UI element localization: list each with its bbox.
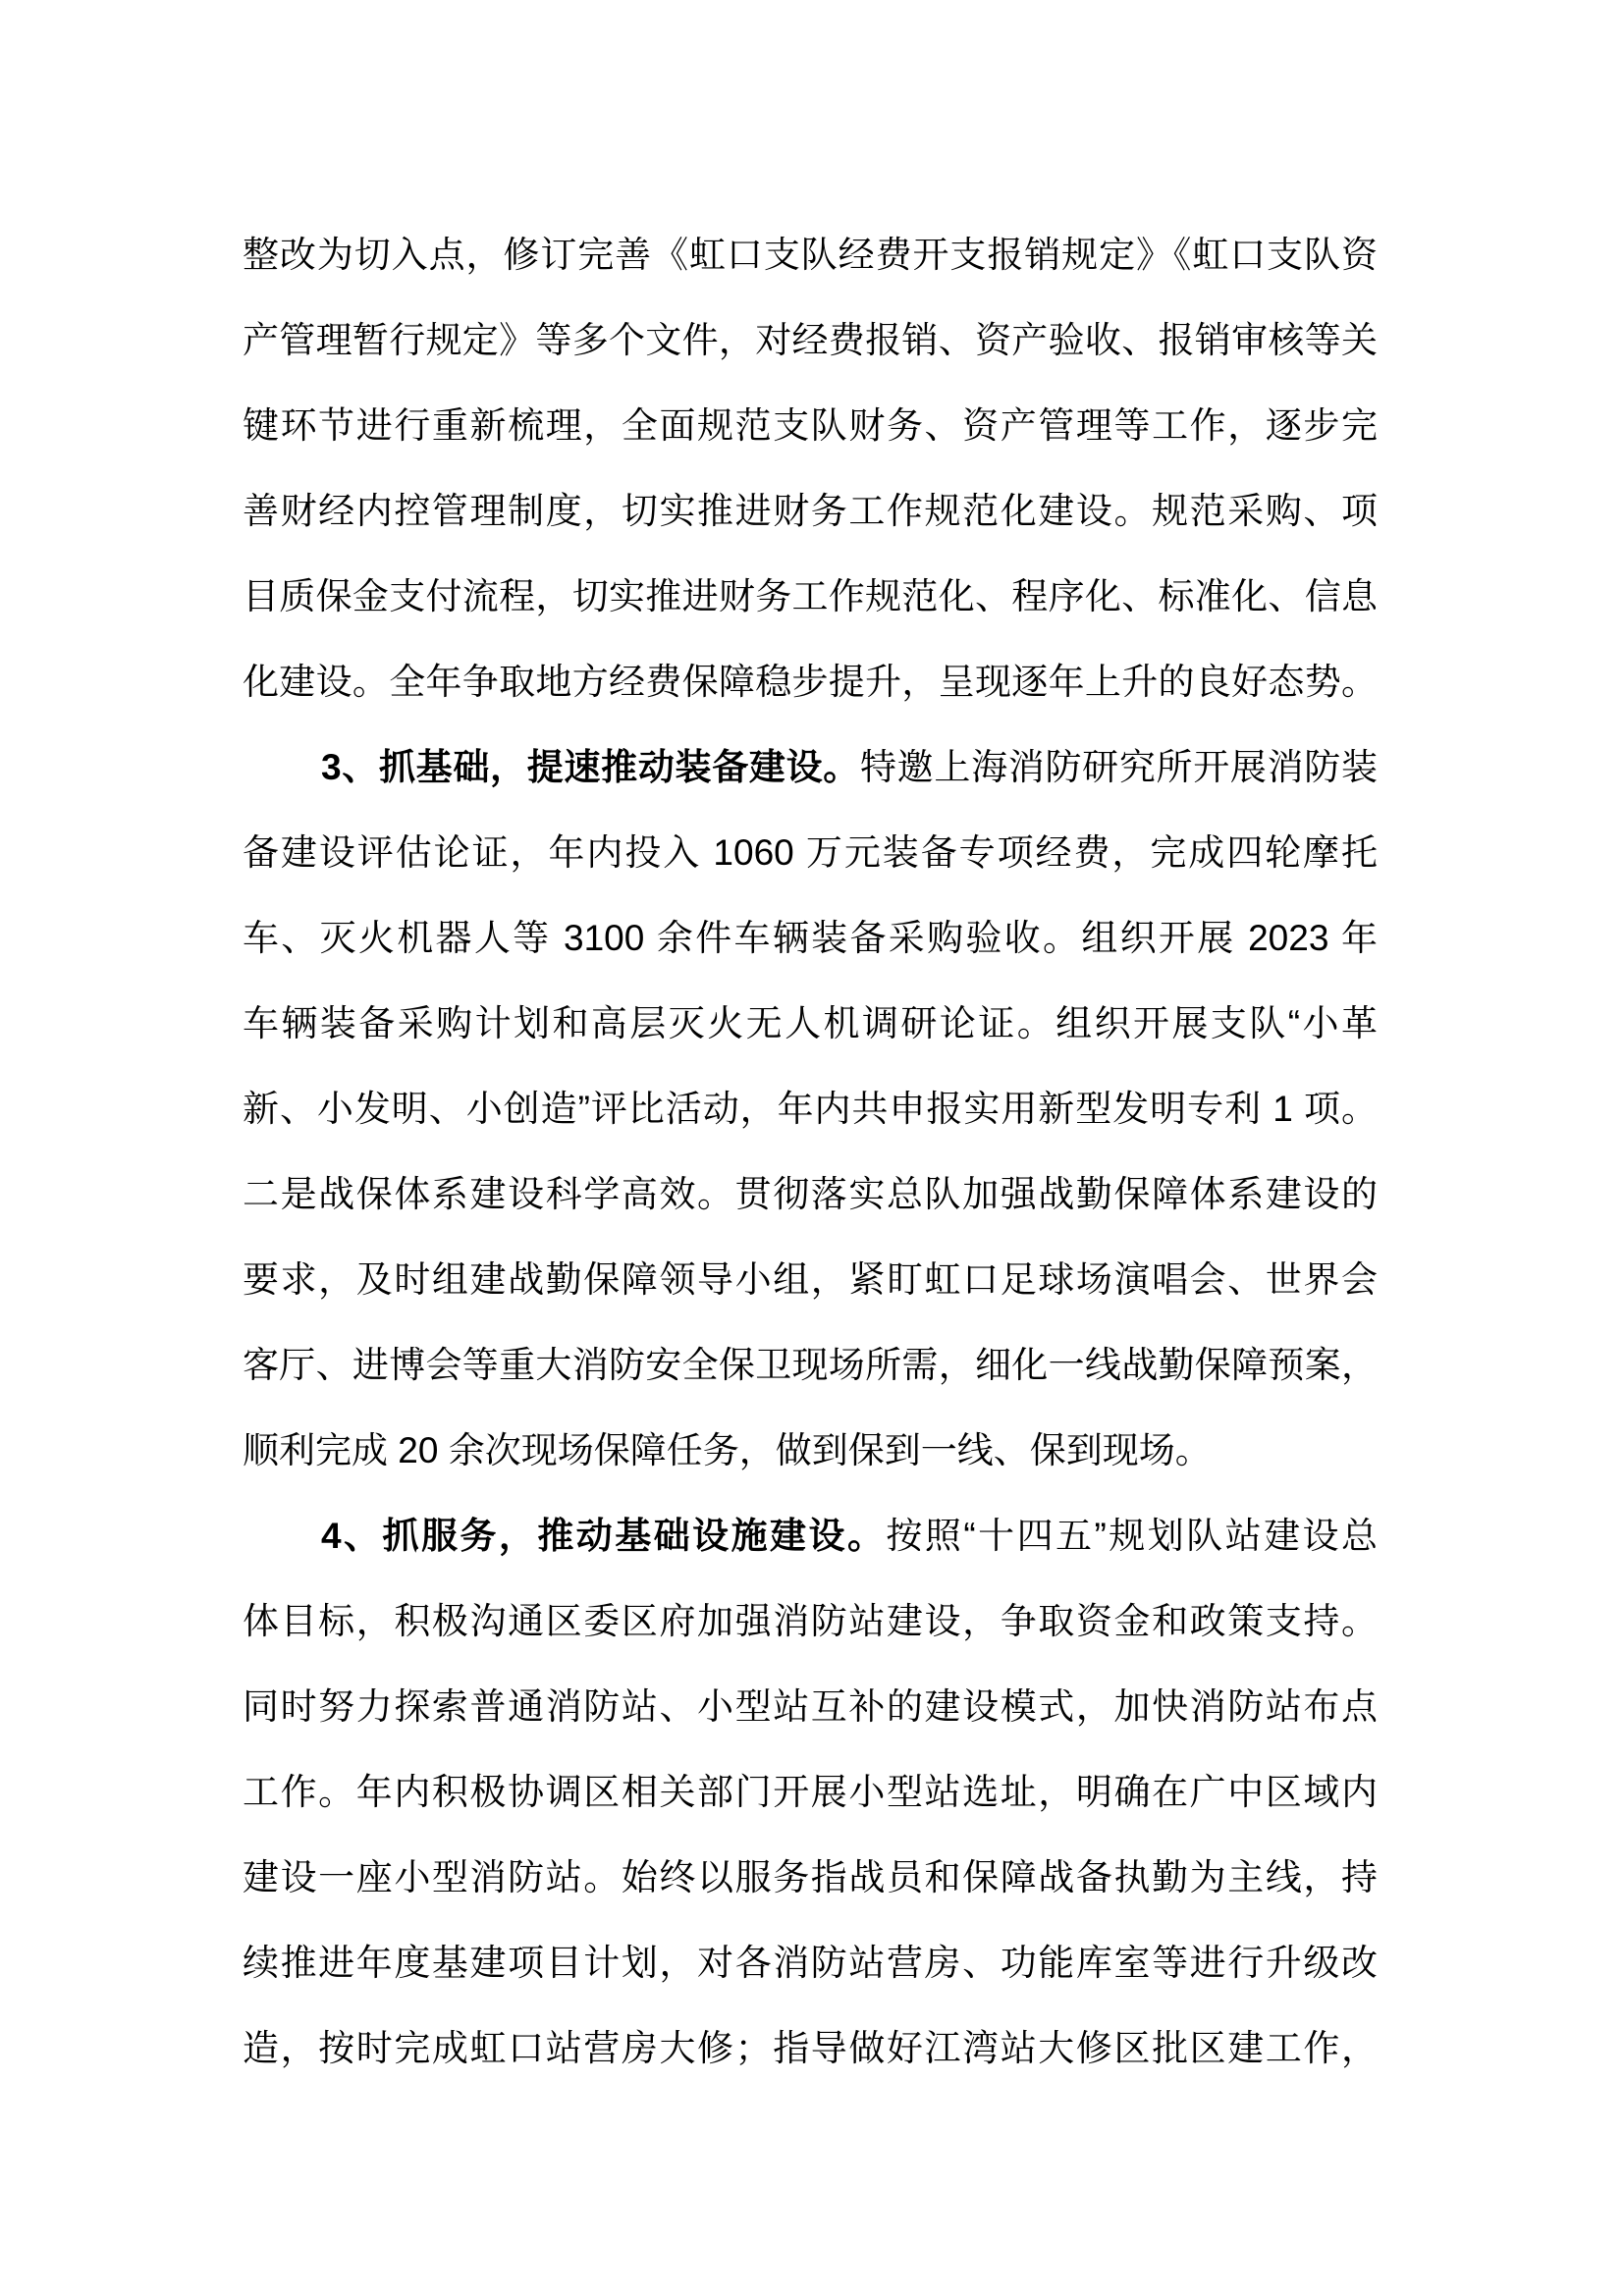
body-text: 特邀上海消防研究所开展消防装 — [859, 747, 1379, 787]
body-text: 键环节进行重新梳理，全面规范支队财务、资产管理等工作，逐步完 — [243, 405, 1378, 446]
text-line — [243, 297, 1378, 383]
body-text: 新、小发明、小创造”评比活动，年内共申报实用新型发明专利 1 项。 — [243, 1089, 1378, 1129]
text-line — [243, 1322, 1378, 1408]
text-line — [243, 1493, 1378, 1578]
body-text: 二是战保体系建设科学高效。贯彻落实总队加强战勤保障体系建设的 — [243, 1174, 1378, 1214]
text-line — [243, 1920, 1378, 2005]
body-text: 备建设评估论证，年内投入 1060 万元装备专项经费，完成四轮摩托 — [243, 832, 1378, 873]
text-line — [243, 383, 1378, 468]
body-text: 顺利完成 20 余次现场保障任务，做到保到一线、保到现场。 — [243, 1430, 1212, 1470]
document-body — [243, 212, 1378, 2091]
text-line — [243, 1408, 1378, 1493]
text-line — [243, 724, 1378, 810]
text-line — [243, 1066, 1378, 1151]
body-text: 同时努力探索普通消防站、小型站互补的建设模式，加快消防站布点 — [243, 1686, 1378, 1727]
section-heading: 4、抓服务，推动基础设施建设。 — [321, 1516, 887, 1556]
text-line — [243, 981, 1378, 1066]
text-line — [243, 1749, 1378, 1835]
text-line — [243, 1578, 1378, 1664]
text-line — [243, 1151, 1378, 1237]
body-text: 续推进年度基建项目计划，对各消防站营房、功能库室等进行升级改 — [243, 1943, 1378, 1983]
text-line — [243, 468, 1378, 554]
text-line — [243, 639, 1378, 724]
text-line — [243, 1664, 1378, 1749]
body-text: 车、灭火机器人等 3100 余件车辆装备采购验收。组织开展 2023 年 — [243, 918, 1378, 958]
body-text: 要求，及时组建战勤保障领导小组，紧盯虹口足球场演唱会、世界会 — [243, 1259, 1378, 1300]
text-line — [243, 895, 1378, 981]
text-line — [243, 212, 1378, 297]
text-line — [243, 1835, 1378, 1920]
body-text: 客厅、进博会等重大消防安全保卫现场所需，细化一线战勤保障预案， — [243, 1345, 1378, 1385]
body-text: 车辆装备采购计划和高层灭火无人机调研论证。组织开展支队“小革 — [243, 1003, 1378, 1043]
text-line — [243, 1237, 1378, 1322]
body-text: 目质保金支付流程，切实推进财务工作规范化、程序化、标准化、信息 — [243, 576, 1378, 616]
section-heading: 3、抓基础，提速推动装备建设。 — [321, 747, 860, 787]
body-text: 整改为切入点，修订完善《虹口支队经费开支报销规定》《虹口支队资 — [243, 235, 1378, 275]
body-text: 建设一座小型消防站。始终以服务指战员和保障战备执勤为主线，持 — [243, 1857, 1378, 1897]
body-text: 造，按时完成虹口站营房大修；指导做好江湾站大修区批区建工作， — [243, 2028, 1378, 2068]
body-text: 产管理暂行规定》等多个文件，对经费报销、资产验收、报销审核等关 — [243, 320, 1378, 360]
body-text: 化建设。全年争取地方经费保障稳步提升，呈现逐年上升的良好态势。 — [243, 662, 1378, 702]
body-text: 善财经内控管理制度，切实推进财务工作规范化建设。规范采购、项 — [243, 491, 1378, 531]
body-text: 按照“十四五”规划队站建设总 — [886, 1516, 1378, 1556]
body-text: 体目标，积极沟通区委区府加强消防站建设，争取资金和政策支持。 — [243, 1601, 1378, 1641]
text-line — [243, 810, 1378, 895]
body-text: 工作。年内积极协调区相关部门开展小型站选址，明确在广中区域内 — [243, 1772, 1378, 1812]
text-line — [243, 554, 1378, 639]
text-line — [243, 2005, 1378, 2091]
